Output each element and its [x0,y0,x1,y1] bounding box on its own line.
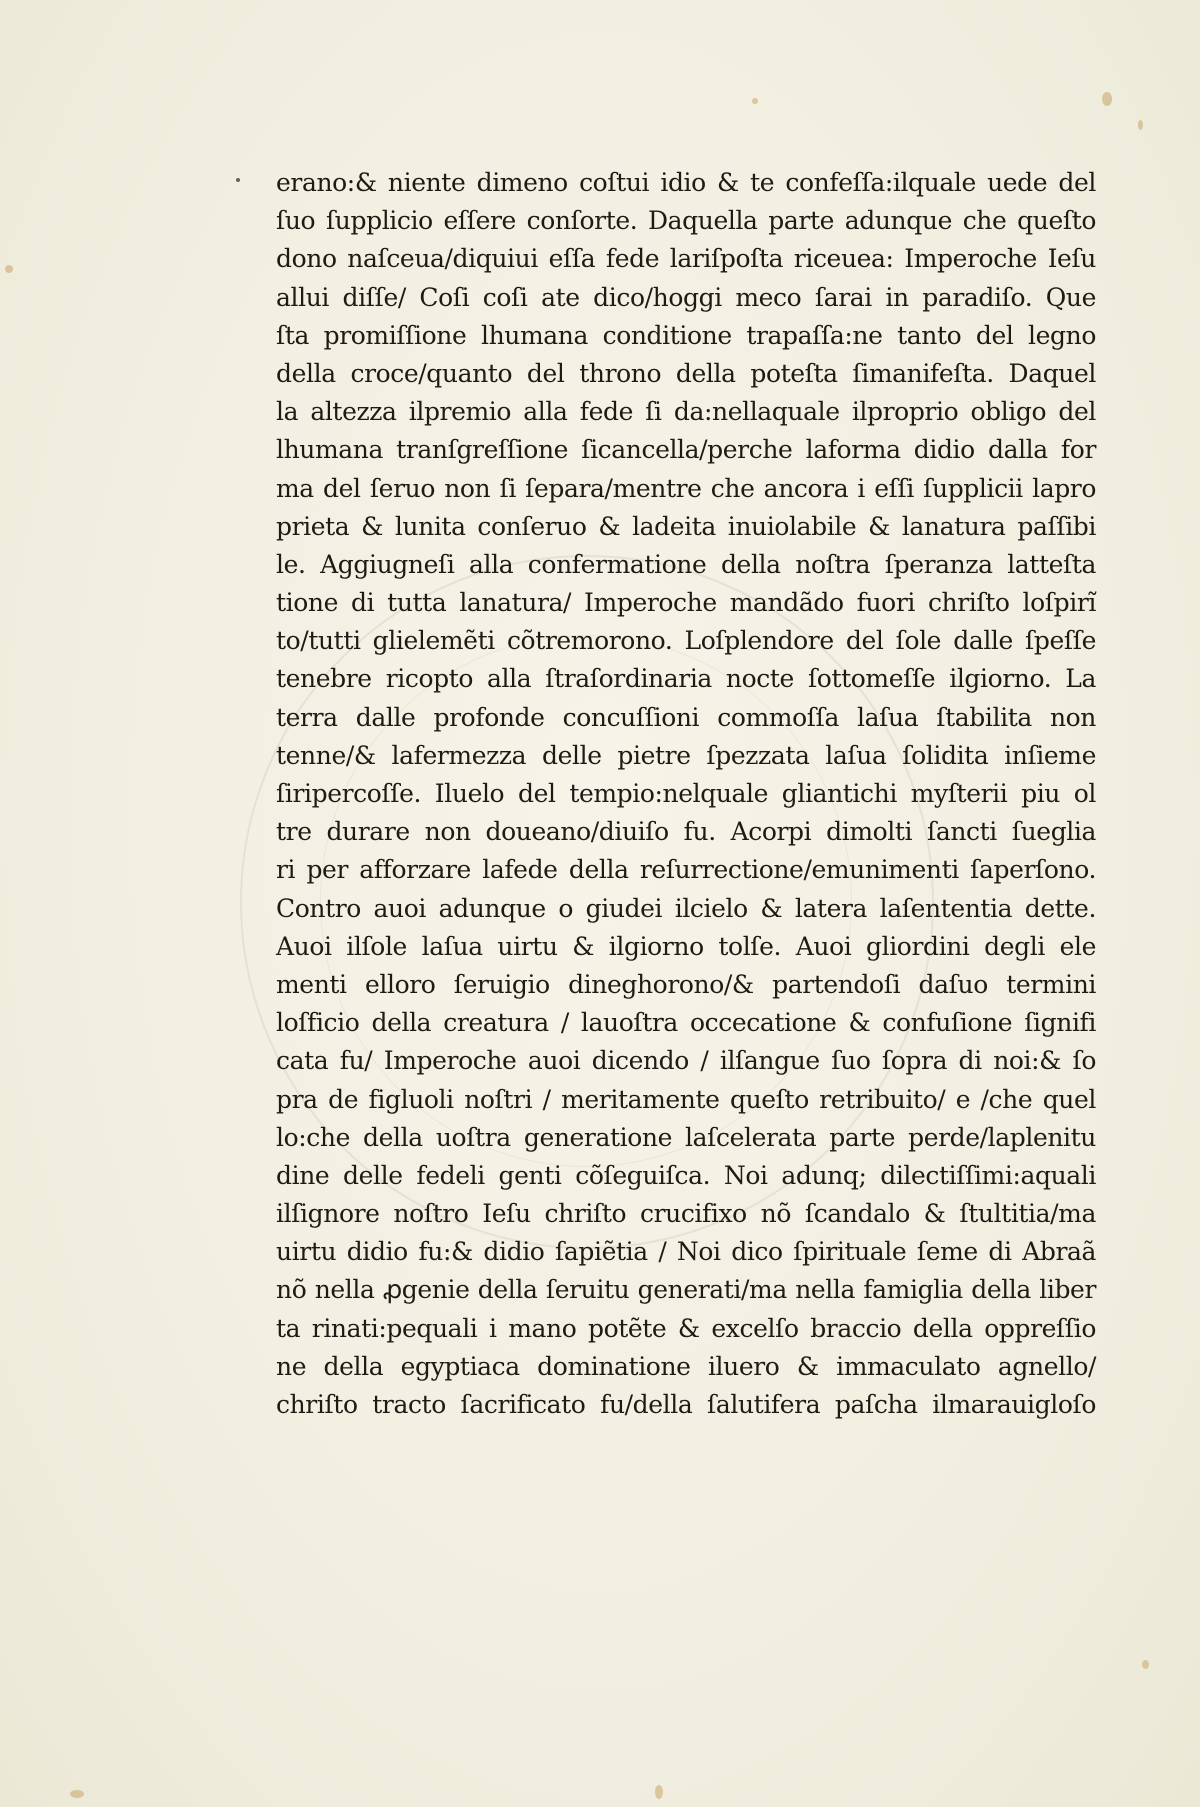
text-line: prieta & lunita conſeruo & ladeita inuiolabile & lanatura paſſibi [276,511,1096,541]
text-line: uirtu didio fu:& didio ſapiẽtia / Noi dico ſpirituale ſeme di Abraã [276,1237,1096,1267]
paper-speck [1138,120,1143,130]
text-line: lhumana tranſgreſſione ſicancella/perche laforma didio dalla for [276,435,1096,465]
text-line: chriſto tracto ſacrificato fu/della ſalutifera paſcha ilmarauigloſo [276,1390,1096,1419]
text-line: cata fu/ Imperoche auoi dicendo / ilſangue ſuo ſopra di noi:& ſo [276,1046,1096,1076]
paper-speck [655,1785,663,1799]
text-line: Contro auoi adunque o giudei ilcielo & latera laſententia dette. [276,893,1096,923]
text-line: allui diſſe/ Coſi coſi ate dico/hoggi meco ſarai in paradiſo. Que [276,282,1096,312]
text-line: ſiripercoſſe. Iluelo del tempio:nelquale gliantichi myſterii piu ol [276,779,1096,808]
text-line: tenebre ricopto alla ſtraſordinaria nocte ſottomeſſe ilgiorno. La [276,664,1096,694]
text-line: tione di tutta lanatura/ Imperoche mandãdo fuori chriſto loſpirĩ [276,588,1096,618]
text-line: tenne/& lafermezza delle pietre ſpezzata laſua ſolidita inſieme [276,740,1096,770]
text-line: nõ nella ꝓgenie della ſeruitu generati/ma nella famiglia della liber [276,1275,1096,1305]
paper-speck [5,265,13,273]
text-line: ſta promiſſione lhumana conditione trapaſſa:ne tanto del legno [276,320,1096,350]
paper-speck [70,1790,84,1798]
text-line: ſuo ſupplicio eſſere conſorte. Daquella parte adunque che queſto [276,206,1096,236]
text-block [276,164,1096,1424]
text-line: le. Aggiugneſi alla confermatione della noſtra ſperanza latteſta [276,549,1096,579]
paper-speck [1102,92,1112,106]
text-line: ne della egyptiaca dominatione iluero & immaculato agnello/ [276,1351,1096,1381]
paper-speck [1142,1660,1149,1669]
text-line: to/tutti glielemẽti cõtremorono. Loſplendore del ſole dalle ſpeſſe [276,626,1096,656]
text-line: ri per afforzare lafede della reſurrectione/emunimenti ſaperſono. [276,855,1096,885]
text-line: dono naſceua/diquiui eſſa fede lariſpoſta riceuea: Imperoche Ieſu [276,244,1096,274]
text-line: tre durare non doueano/diuiſo fu. Acorpi dimolti ſancti ſueglia [276,817,1096,847]
text-line: lo:che della uoſtra generatione laſcelerata parte perde/laplenitu [276,1122,1096,1152]
text-line: ta rinati:pequali i mano potẽte & excelſo braccio della oppreſſio [276,1313,1096,1343]
text-line: Auoi ilſole laſua uirtu & ilgiorno tolſe. Auoi gliordini degli ele [276,931,1096,961]
text-line: terra dalle profonde concuſſioni commoſſa laſua ſtabilita non [276,702,1096,732]
text-line: loſficio della creatura / lauoſtra occecatione & confuſione ſignifi [276,1008,1096,1038]
text-line: menti elloro ſeruigio dineghorono/& partendoſi daſuo termini [276,969,1096,999]
text-line: ma del ſeruo non ſi ſepara/mentre che ancora i eſſi ſupplicii lapro [276,473,1096,503]
text-line: la altezza ilpremio alla fede ſi da:nellaquale ilproprio obligo del [276,397,1096,427]
text-line: erano:& niente dimeno coſtui idio & te confeſſa:ilquale uede del [276,168,1096,197]
paper-speck [752,98,758,104]
text-line: pra de figluoli noſtri / meritamente queſto retribuito/ e /che quel [276,1084,1096,1114]
text-line: dine delle fedeli genti cõſeguiſca. Noi adunq; dilectiſſimi:aquali [276,1160,1096,1190]
text-line: ilſignore noſtro Ieſu chriſto crucifixo nõ ſcandalo & ſtultitia/ma [276,1199,1096,1229]
text-line: della croce/quanto del throno della poteſta ſimanifeſta. Daquel [276,358,1096,388]
margin-dot [236,178,240,182]
